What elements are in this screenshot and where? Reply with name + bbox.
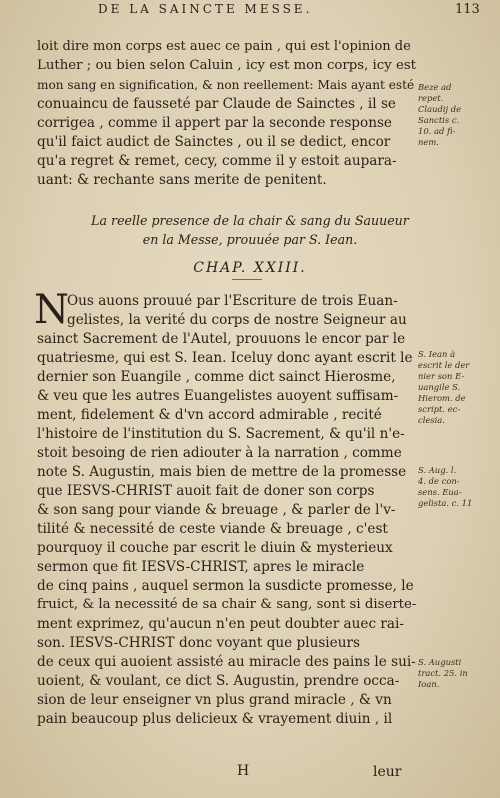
margin-note: S. Augusti tract. 25. in Ioan.: [418, 657, 468, 689]
margin-note: S. Iean à escrit le der nier son E- uangile S. Hierom. de script. ec- clesia.: [418, 349, 470, 425]
running-title: DE LA SAINCTE MESSE.: [98, 2, 313, 16]
text-line: dernier son Euangile , comme dict sainct Hierosme,: [37, 369, 396, 385]
text-line: corrigea , comme il appert par la seconde response: [37, 115, 392, 131]
chapter-heading: CHAP. XXIII.: [193, 260, 307, 276]
text-line: de cinq pains , auquel sermon la susdicte promesse, le: [37, 578, 414, 594]
margin-note: Beze ad repet. Claudij de Sanctis c. 10. ad fi- nem.: [418, 82, 462, 147]
text-line: sion de leur enseigner vn plus grand miracle , & vn: [37, 692, 392, 708]
text-line: loit dire mon corps est auec ce pain , qui est l'opinion de: [37, 39, 411, 54]
text-line: qu'il faict audict de Sainctes , ou il se dedict, encor: [37, 134, 391, 150]
text-line: gelistes, la verité du corps de nostre Seigneur au: [67, 312, 407, 328]
text-line: & veu que les autres Euangelistes auoyent suffisam-: [37, 388, 399, 404]
section-title-line: La reelle presence de la chair & sang du Sauueur: [91, 213, 409, 228]
text-line: de ceux qui auoient assisté au miracle des pains le sui-: [37, 654, 416, 670]
margin-note: S. Aug. l. 4. de con- sens. Eua- gelista. c. 11: [418, 465, 473, 508]
text-line: ment exprimez, qu'aucun n'en peut doubter auec rai-: [37, 616, 404, 632]
text-line: pain beaucoup plus delicieux & vrayement diuin , il: [37, 711, 393, 727]
text-line: sermon que fit IESVS-CHRIST, apres le miracle: [37, 559, 365, 575]
text-line: tilité & necessité de ceste viande & breuage , c'est: [37, 521, 388, 537]
text-line: uoient, & voulant, ce dict S. Augustin, prendre occa-: [37, 673, 400, 689]
signature-mark: H: [237, 763, 250, 779]
text-line: l'histoire de l'institution du S. Sacrement, & qu'il n'e-: [37, 426, 405, 442]
text-line: Luther ; ou bien selon Caluin , icy est mon corps, icy est: [37, 58, 417, 73]
text-line: que IESVS-CHRIST auoit fait de doner son corps: [37, 483, 375, 499]
text-line: ment, fidelement & d'vn accord admirable , recité: [37, 407, 382, 423]
text-line: sainct Sacrement de l'Autel, prouuons le encor par le: [37, 331, 406, 347]
text-line: fruict, & la necessité de sa chair & sang, sont si diserte-: [37, 597, 417, 612]
text-line: & son sang pour viande & breuage , & parler de l'v-: [37, 502, 396, 518]
text-line: mon sang en signification, & non reellement: Mais ayant esté: [37, 78, 415, 92]
drop-cap: N: [34, 287, 69, 333]
section-title-line: en la Messe, prouuée par S. Iean.: [142, 232, 358, 247]
ornament-rule: [232, 279, 262, 282]
text-line: quatriesme, qui est S. Iean. Iceluy donc ayant escrit le: [37, 350, 413, 366]
text-line: stoit besoing de rien adiouter à la narration , comme: [37, 445, 402, 461]
text-line: note S. Augustin, mais bien de mettre de la promesse: [37, 464, 407, 480]
text-line: pourquoy il couche par escrit le diuin & mysterieux: [37, 540, 393, 556]
text-line: conuaincu de fausseté par Claude de Sainctes , il se: [37, 96, 396, 112]
text-line: qu'a regret & remet, cecy, comme il y estoit aupara-: [37, 153, 397, 169]
catchword: leur: [373, 764, 402, 780]
text-line: uant: & rechante sans merite de penitent.: [37, 172, 327, 188]
page-number: 113: [455, 2, 480, 17]
text-line: son. IESVS-CHRIST donc voyant que plusieurs: [37, 635, 360, 651]
text-line: Ous auons prouué par l'Escriture de trois Euan-: [67, 293, 398, 309]
